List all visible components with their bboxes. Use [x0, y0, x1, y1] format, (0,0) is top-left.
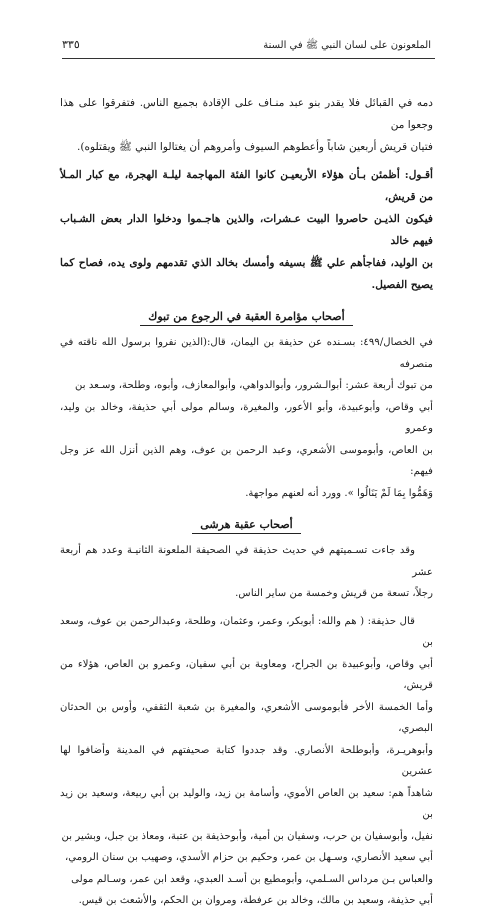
section-heading-text: أصحاب مؤامرة العقبة في الرجوع من تبوك — [140, 310, 352, 326]
text-line: بن العاص، وأبوموسى الأشعري، وعبد الرحمن بن عوف، وهم الذين أنزل الله عز وجل فيهم: — [60, 444, 433, 477]
paragraph-intro — [60, 92, 433, 158]
section-heading-harsha — [60, 513, 433, 534]
text-line: دمه في القبائل فلا يقدر بنو عبد منـاف على الإقادة بجميع الناس. فتفرقوا على هذا وجعوا من — [60, 97, 433, 131]
section-body-aqaba-tabuk — [60, 332, 433, 504]
running-header — [62, 38, 431, 53]
paragraph-commentary — [60, 164, 433, 296]
section-heading-aqaba-tabuk — [60, 305, 433, 326]
text-line: من تبوك أربعة عشر: أبوالـشرور، وأبوالدواهي، وأبوالمعازف، وأبوه، وطلحة، وسـعد بن — [74, 380, 433, 391]
running-title: الملعونون على لسان النبي ﷺ في السنة — [263, 40, 431, 51]
text-line: أبي حذيفة، وسعيد بن مالك، وخالد بن عرفطة، ومروان بن الحكم، والأشعث بن قيس. — [78, 895, 433, 906]
text-line: والعباس بـن مرداس السـلمي، وأبومطيع بن أسـد العبدي، وقعد ابن عمر، وسـالم مولى — [71, 873, 433, 885]
text-line: نفيل، وأبوسفيان بن حرب، وسفيان بن أمية، وأبوحذيفة بن عتبة، ومعاذ بن جبل، وبشير بن — [61, 830, 433, 842]
text-line: في الخصال/٤٩٩: بسـنده عن حذيفة بن اليمان، قال:(الذين نفروا برسول الله ناقته في منصرفه — [60, 337, 433, 370]
text-line: بن الوليد، ففاجأهم علي ﷺ بسيفه وأمسك بخالد الذي تقدمهم ولوى يده، فصاح كما يصيح الفصيل. — [60, 257, 433, 291]
text-line: وأبوهريـرة، وأبوطلحة الأنصاري. وقد جددوا كتابة صحيفتهم في المدينة وأضافوا لها عشرين — [60, 744, 433, 777]
text-line: أقـول: أظمئن بـأن هؤلاء الأربعيـن كانوا الفئة المهاجمة ليلـة الهجرة، مع كبار المـلأ من قريش، — [60, 169, 433, 203]
page-number: ٣٣٥ — [62, 38, 80, 51]
text-line: أبي وقاص، وأبوعبيدة بن الجراح، ومعاوية بن أبي سفيان، وعمرو بن العاص، هؤلاء من قريش، — [60, 658, 433, 691]
section-heading-text: أصحاب عقبة هرشى — [192, 518, 300, 534]
text-line: وَهَمُّوا بِمَا لَمْ يَنَالُوا ». وورد أنه لعنهم مواجهة. — [245, 487, 433, 499]
text-line: فتيان قريش أربعين شاباً وأعطوهم السيوف وأمروهم أن يغتالوا النبي ﷺ ويقتلوه). — [76, 141, 433, 153]
header-divider — [62, 58, 435, 59]
text-line: وأما الخمسة الأخر فأبوموسى الأشعري، والمغيرة بن شعبة الثقفي، وأوس بن الحدثان البصري، — [60, 701, 433, 734]
text-line: قال حذيفة: ( هم والله: أبوبكر، وعمر، وعثمان، وطلحة، وعبدالرحمن بن عوف، وسعد بن — [60, 615, 433, 648]
page-body — [60, 92, 433, 912]
text-line: رجلاً، تسعة من قريش وخمسة من ساير الناس. — [235, 588, 433, 599]
section-body-harsha — [60, 540, 433, 912]
text-line: أبي سعيد الأنصاري، وسـهل بن عمر، وحكيم بن حزام الأسدي، وصهيب بن سنان الرومي، — [64, 852, 433, 863]
text-line: شاهداً هم: سعيد بن العاص الأموي، وأسامة بن زيد، والوليد بن أبي ربيعة، وسعيد بن زيد بن — [60, 787, 433, 820]
text-line: وقد جاءت تسـميتهم في حديث حذيفة في الصحيفة الملعونة الثانيـة وعدد هم أربعة عشر — [60, 545, 433, 578]
text-line: أبي وقاص، وأبوعبيدة، وأبو الأعور، والمغيرة، وسالم مولى أبي حذيفة، وخالد بن وليد، وعمرو — [60, 401, 433, 434]
text-line: فيكون الذيـن حاصروا البيت عـشرات، والذين هاجـموا ودخلوا الدار بعض الشـباب فيهم خالد — [60, 213, 433, 247]
